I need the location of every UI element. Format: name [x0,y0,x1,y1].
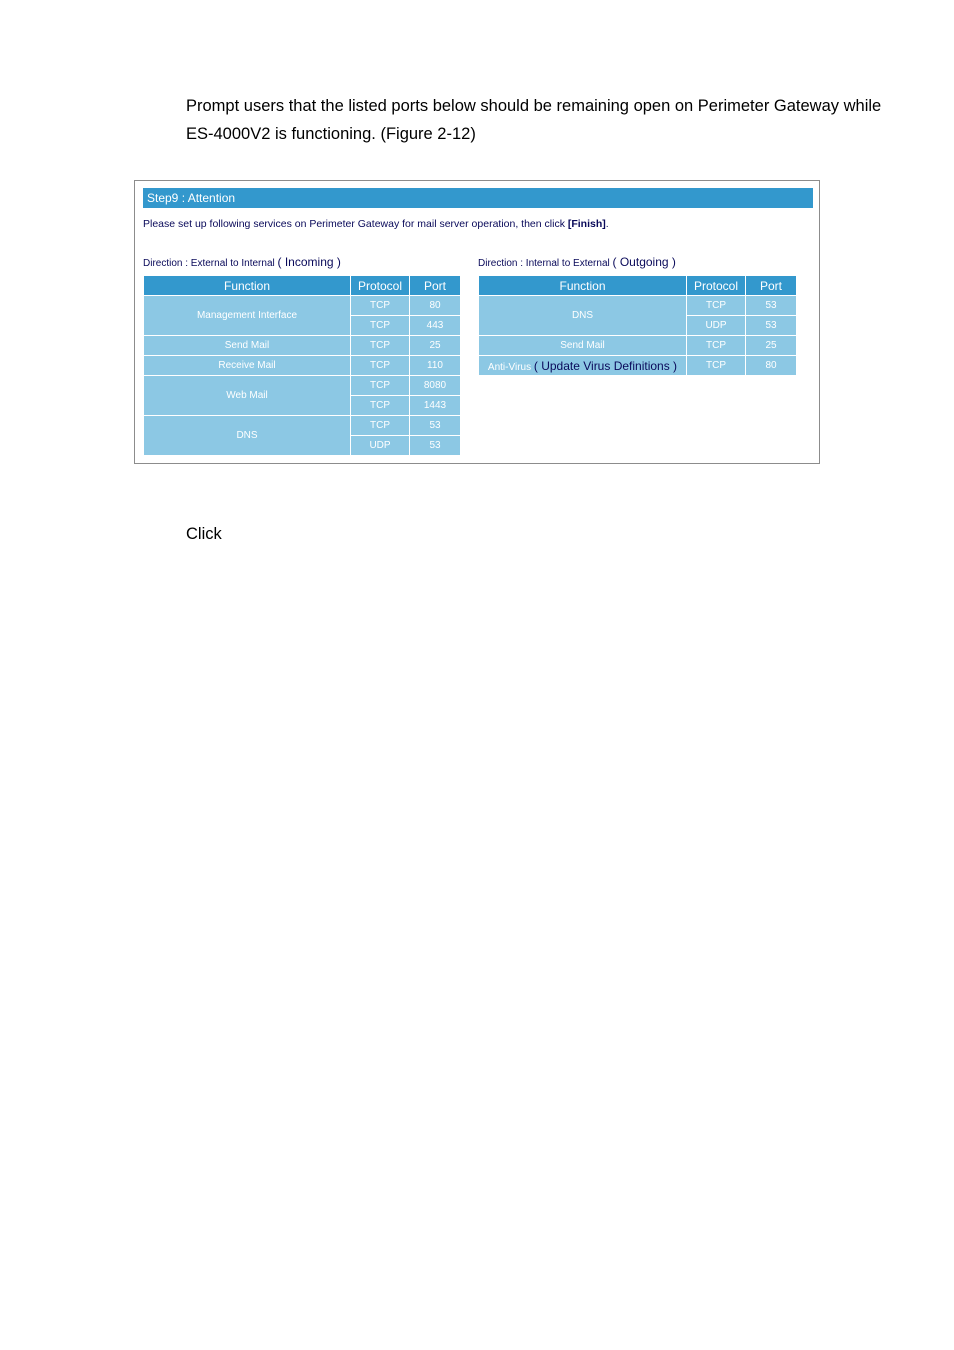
outgoing-direction-label [478,255,676,269]
function-cell: DNS [144,416,351,456]
intro-paragraph [186,92,886,148]
port-cell: 53 [746,316,797,336]
finish-reference: [Finish] [567,218,606,230]
protocol-cell: UDP [351,436,410,456]
protocol-cell: TCP [687,296,746,316]
port-cell: 110 [410,356,461,376]
function-cell: Send Mail [479,336,687,356]
outgoing-direction-paren: ( Outgoing ) [612,255,676,269]
header-protocol: Protocol [351,276,410,296]
panel-message [143,218,609,230]
header-function: Function [144,276,351,296]
protocol-cell: UDP [687,316,746,336]
port-cell: 80 [746,356,797,376]
function-cell [479,356,687,376]
function-cell: Management Interface [144,296,351,336]
protocol-cell: TCP [351,316,410,336]
message-text: Please set up following services on Perimeter Gateway for mail server operation, then click [143,218,568,230]
header-port: Port [410,276,461,296]
protocol-cell: TCP [351,416,410,436]
table-row [479,296,797,316]
protocol-cell: TCP [351,356,410,376]
table-row [144,416,461,436]
port-cell: 443 [410,316,461,336]
function-cell: Web Mail [144,376,351,416]
port-cell: 53 [746,296,797,316]
protocol-cell: TCP [351,296,410,316]
outgoing-direction-text: Direction : Internal to External [478,258,613,269]
table-row [479,336,797,356]
function-cell: Send Mail [144,336,351,356]
header-function: Function [479,276,687,296]
attention-panel [134,180,820,464]
port-cell: 25 [410,336,461,356]
protocol-cell: TCP [687,336,746,356]
intro-line-1: Prompt users that the listed ports below should be remaining open on Perimeter Gateway while [186,97,882,115]
table-row [479,356,797,376]
table-header-row [144,276,461,296]
port-cell: 80 [410,296,461,316]
port-cell: 8080 [410,376,461,396]
function-cell: Receive Mail [144,356,351,376]
table-row [144,336,461,356]
table-row [144,356,461,376]
incoming-direction-text: Direction : External to Internal [143,258,278,269]
port-cell: 53 [410,416,461,436]
panel-title: Step9 : Attention [143,188,813,208]
incoming-services-table [143,275,461,456]
outgoing-services-table [478,275,797,376]
incoming-direction-label [143,255,341,269]
incoming-direction-paren: ( Incoming ) [277,255,341,269]
table-row [144,376,461,396]
click-text: Click [186,525,222,543]
port-cell: 1443 [410,396,461,416]
header-port: Port [746,276,797,296]
function-text: Anti-Virus [487,361,532,373]
function-extra-text: ( Update Virus Definitions ) [533,358,678,373]
table-header-row [479,276,797,296]
port-cell: 53 [410,436,461,456]
protocol-cell: TCP [351,376,410,396]
header-protocol: Protocol [687,276,746,296]
intro-line-2: ES-4000V2 is functioning. (Figure 2-12) [186,125,476,143]
protocol-cell: TCP [687,356,746,376]
message-end: . [605,218,609,230]
protocol-cell: TCP [351,336,410,356]
protocol-cell: TCP [351,396,410,416]
table-row [144,296,461,316]
port-cell: 25 [746,336,797,356]
function-cell: DNS [479,296,687,336]
